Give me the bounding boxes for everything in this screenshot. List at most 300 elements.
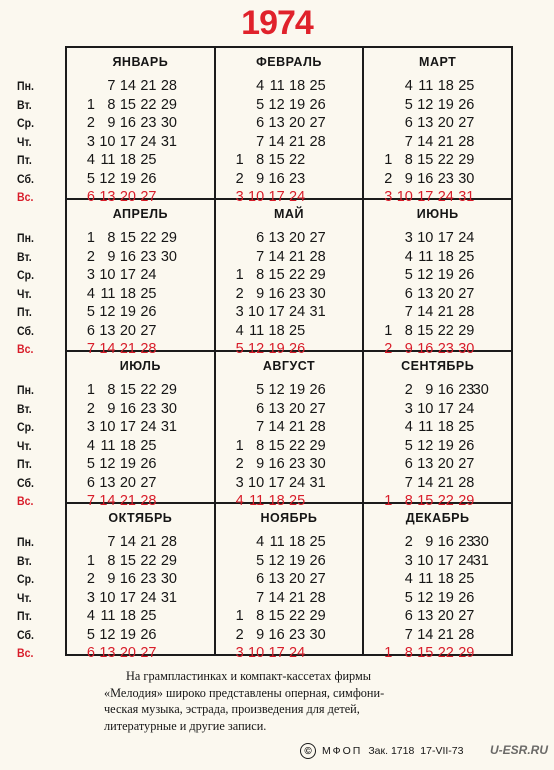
day-number: 6 — [256, 571, 265, 587]
day-number: 2 — [404, 382, 413, 398]
day-number: 3 — [86, 419, 95, 435]
day-number: 4 — [404, 571, 413, 587]
day-number: 8 — [107, 382, 116, 398]
weekday-label: Чт. — [17, 438, 32, 453]
day-number: 1 — [235, 608, 244, 624]
day-number: 25 — [289, 322, 306, 339]
weekday-label: Пн. — [17, 383, 34, 397]
note-line: ческая музыка, эстрада, произведения для детей, — [104, 702, 360, 716]
day-number: 12 — [417, 437, 434, 454]
day-number: 25 — [458, 419, 475, 435]
day-number: 16 — [119, 571, 136, 587]
day-number: 3 — [235, 474, 244, 491]
day-number: 21 — [140, 78, 157, 94]
day-number: 8 — [256, 152, 265, 168]
day-number: 18 — [437, 419, 454, 435]
day-number: 19 — [289, 96, 306, 113]
day-number: 18 — [289, 78, 306, 94]
day-number: 22 — [140, 382, 157, 398]
day-number: 5 — [404, 589, 413, 606]
day-number: 8 — [107, 552, 116, 569]
day-number: 20 — [119, 189, 136, 205]
day-number: 11 — [100, 437, 116, 454]
weekday-label: Вс. — [17, 190, 34, 204]
day-number: 13 — [417, 115, 434, 131]
day-number: 12 — [417, 589, 434, 606]
month-name: СЕНТЯБРЬ — [401, 359, 475, 373]
day-number: 20 — [119, 474, 136, 491]
day-number: 17 — [119, 133, 136, 150]
day-number: 1 — [384, 322, 393, 339]
day-number: 9 — [107, 400, 116, 417]
month-block — [216, 504, 365, 661]
day-number: 30 — [472, 382, 489, 398]
day-number: 16 — [417, 170, 434, 187]
day-number: 20 — [289, 230, 306, 246]
day-number: 8 — [256, 267, 265, 283]
weekday-label: Пт. — [17, 305, 32, 319]
day-number: 18 — [119, 437, 136, 454]
month-block — [364, 504, 513, 661]
day-number: 30 — [458, 341, 475, 357]
day-number: 13 — [99, 645, 116, 661]
day-number: 7 — [86, 341, 95, 357]
day-number: 10 — [248, 645, 265, 661]
day-number: 1 — [384, 152, 393, 168]
day-number: 28 — [458, 474, 475, 491]
day-number: 10 — [99, 419, 116, 435]
day-number: 18 — [119, 285, 136, 302]
month-name: МАРТ — [419, 55, 457, 69]
day-number: 30 — [309, 285, 326, 302]
day-number: 9 — [107, 248, 116, 265]
day-number: 18 — [119, 608, 136, 624]
day-number: 4 — [404, 78, 413, 94]
day-number: 19 — [289, 552, 306, 569]
day-number: 11 — [249, 493, 265, 509]
day-number: 2 — [86, 400, 95, 417]
day-number: 20 — [437, 285, 454, 302]
weekday-label: Вт. — [17, 97, 32, 112]
day-number: 22 — [437, 645, 454, 661]
day-number: 2 — [235, 170, 244, 187]
day-number: 23 — [289, 626, 306, 643]
day-number: 19 — [119, 170, 136, 187]
day-number: 10 — [417, 230, 434, 246]
day-number: 28 — [458, 304, 475, 320]
weekday-label: Чт. — [17, 590, 32, 605]
day-number: 5 — [404, 96, 413, 113]
day-number: 1 — [86, 230, 95, 246]
day-number: 6 — [404, 285, 413, 302]
day-number: 20 — [119, 322, 136, 339]
month-name: АВГУСТ — [262, 359, 316, 373]
month-block — [17, 352, 216, 509]
day-number: 15 — [119, 552, 136, 569]
day-number: 2 — [86, 248, 95, 265]
weekday-label: Сб. — [17, 627, 34, 642]
day-number: 30 — [309, 626, 326, 643]
month-name: ФЕВРАЛЬ — [256, 55, 322, 69]
day-number: 26 — [309, 382, 326, 398]
day-number: 9 — [404, 170, 413, 187]
day-number: 3 — [86, 589, 95, 606]
day-number: 15 — [417, 152, 434, 168]
day-number: 20 — [119, 645, 136, 661]
day-number: 17 — [268, 645, 285, 661]
day-number: 29 — [160, 382, 177, 398]
day-number: 17 — [437, 400, 454, 417]
day-number: 31 — [309, 304, 326, 320]
day-number: 13 — [417, 456, 434, 472]
day-number: 1 — [86, 96, 95, 113]
day-number: 4 — [256, 78, 265, 94]
day-number: 19 — [289, 382, 306, 398]
day-number: 27 — [458, 608, 475, 624]
day-number: 1 — [235, 267, 244, 283]
day-number: 29 — [458, 322, 475, 339]
day-number: 2 — [404, 534, 413, 550]
day-number: 27 — [309, 571, 326, 587]
day-number: 30 — [309, 456, 326, 472]
day-number: 19 — [437, 589, 454, 606]
day-number: 16 — [119, 115, 136, 131]
day-number: 27 — [309, 400, 326, 417]
day-number: 28 — [458, 133, 475, 150]
day-number: 22 — [289, 267, 306, 283]
day-number: 23 — [458, 534, 475, 550]
day-number: 8 — [256, 437, 265, 454]
day-number: 30 — [160, 115, 177, 131]
weekday-label: Пт. — [17, 609, 32, 623]
weekday-label: Пн. — [17, 231, 34, 245]
day-number: 26 — [309, 552, 326, 569]
day-number: 12 — [417, 267, 434, 283]
day-number: 31 — [472, 552, 489, 569]
day-number: 18 — [437, 248, 454, 265]
day-number: 6 — [404, 115, 413, 131]
day-number: 18 — [437, 78, 454, 94]
day-number: 15 — [268, 152, 285, 168]
day-number: 22 — [437, 322, 454, 339]
day-number: 27 — [309, 115, 326, 131]
day-number: 31 — [160, 133, 177, 150]
day-number: 18 — [289, 534, 306, 550]
day-number: 2 — [384, 341, 393, 357]
day-number: 8 — [404, 152, 413, 168]
weekday-label: Чт. — [17, 286, 32, 301]
day-number: 21 — [119, 341, 136, 357]
day-number: 26 — [309, 96, 326, 113]
month-name: ИЮНЬ — [416, 207, 459, 221]
day-number: 26 — [140, 626, 157, 643]
day-number: 9 — [256, 626, 265, 643]
day-number: 21 — [289, 133, 306, 150]
imprint-footer — [300, 741, 464, 761]
day-number: 8 — [404, 493, 413, 509]
day-number: 7 — [256, 133, 265, 150]
day-number: 1 — [384, 645, 393, 661]
day-number: 21 — [437, 626, 454, 643]
day-number: 16 — [119, 248, 136, 265]
weekday-label: Ср. — [17, 116, 35, 130]
day-number: 1 — [384, 493, 393, 509]
day-number: 29 — [160, 552, 177, 569]
day-number: 20 — [289, 571, 306, 587]
month-block — [216, 48, 365, 205]
month-name: ЯНВАРЬ — [112, 55, 169, 69]
day-number: 6 — [256, 400, 265, 417]
weekday-label: Пн. — [17, 535, 34, 549]
day-number: 10 — [248, 189, 265, 205]
day-number: 28 — [140, 493, 157, 509]
day-number: 29 — [309, 267, 326, 283]
day-number: 17 — [417, 189, 434, 205]
day-number: 11 — [418, 78, 434, 94]
weekday-label: Вт. — [17, 553, 32, 568]
day-number: 6 — [404, 608, 413, 624]
day-number: 14 — [268, 248, 285, 265]
day-number: 15 — [417, 645, 434, 661]
day-number: 31 — [160, 589, 177, 606]
day-number: 28 — [309, 248, 326, 265]
day-number: 5 — [256, 552, 265, 569]
day-number: 27 — [458, 115, 475, 131]
day-number: 18 — [268, 322, 285, 339]
day-number: 26 — [458, 96, 475, 113]
weekday-label: Вс. — [17, 342, 34, 356]
day-number: 17 — [268, 304, 285, 320]
day-number: 29 — [309, 437, 326, 454]
day-number: 21 — [140, 534, 157, 550]
day-number: 14 — [119, 78, 136, 94]
day-number: 24 — [289, 189, 306, 205]
day-number: 2 — [235, 626, 244, 643]
day-number: 24 — [437, 189, 454, 205]
day-number: 13 — [417, 285, 434, 302]
day-number: 30 — [472, 534, 489, 550]
day-number: 19 — [119, 626, 136, 643]
day-number: 20 — [289, 400, 306, 417]
day-number: 30 — [160, 571, 177, 587]
day-number: 15 — [417, 322, 434, 339]
day-number: 17 — [268, 189, 285, 205]
day-number: 3 — [235, 189, 244, 205]
day-number: 17 — [119, 267, 136, 283]
day-number: 23 — [437, 170, 454, 187]
melodiya-advert-text — [104, 668, 499, 734]
day-number: 7 — [256, 589, 265, 606]
day-number: 5 — [86, 170, 95, 187]
weekday-label: Чт. — [17, 134, 32, 149]
day-number: 10 — [99, 589, 116, 606]
day-number: 27 — [140, 189, 157, 205]
day-number: 8 — [107, 96, 116, 113]
day-number: 4 — [86, 437, 95, 454]
day-number: 19 — [119, 304, 136, 320]
day-number: 5 — [404, 437, 413, 454]
month-block — [17, 504, 216, 661]
day-number: 13 — [268, 115, 285, 131]
day-number: 14 — [268, 589, 285, 606]
day-number: 3 — [384, 189, 393, 205]
day-number: 17 — [268, 474, 285, 491]
day-number: 13 — [99, 474, 116, 491]
day-number: 9 — [256, 170, 265, 187]
day-number: 24 — [140, 133, 157, 150]
day-number: 20 — [289, 115, 306, 131]
day-number: 27 — [309, 230, 326, 246]
day-number: 31 — [160, 419, 177, 435]
day-number: 18 — [119, 152, 136, 168]
day-number: 17 — [437, 230, 454, 246]
day-number: 16 — [437, 382, 454, 398]
day-number: 1 — [235, 152, 244, 168]
day-number: 8 — [256, 608, 265, 624]
day-number: 9 — [256, 456, 265, 472]
month-name: ИЮЛЬ — [119, 359, 161, 373]
day-number: 5 — [235, 341, 244, 357]
day-number: 3 — [404, 230, 413, 246]
weekday-label: Сб. — [17, 171, 34, 186]
day-number: 5 — [256, 382, 265, 398]
day-number: 14 — [119, 534, 136, 550]
day-number: 11 — [418, 248, 434, 265]
day-number: 13 — [99, 322, 116, 339]
day-number: 2 — [235, 456, 244, 472]
day-number: 15 — [268, 608, 285, 624]
day-number: 26 — [140, 304, 157, 320]
day-number: 10 — [396, 189, 413, 205]
day-number: 27 — [458, 285, 475, 302]
weekday-label: Пн. — [17, 79, 34, 93]
day-number: 24 — [140, 419, 157, 435]
day-number: 7 — [86, 493, 95, 509]
day-number: 25 — [140, 285, 157, 302]
day-number: 29 — [458, 493, 475, 509]
day-number: 22 — [289, 608, 306, 624]
weekday-label: Сб. — [17, 475, 34, 490]
day-number: 12 — [417, 96, 434, 113]
day-number: 9 — [425, 534, 434, 550]
day-number: 26 — [289, 341, 306, 357]
day-number: 28 — [309, 419, 326, 435]
day-number: 7 — [256, 248, 265, 265]
day-number: 7 — [404, 474, 413, 491]
day-number: 2 — [86, 571, 95, 587]
day-number: 23 — [140, 115, 157, 131]
day-number: 6 — [256, 230, 265, 246]
day-number: 4 — [404, 248, 413, 265]
day-number: 16 — [268, 285, 285, 302]
day-number: 18 — [268, 493, 285, 509]
day-number: 12 — [99, 456, 116, 472]
day-number: 16 — [417, 341, 434, 357]
day-number: 22 — [289, 437, 306, 454]
day-number: 15 — [119, 230, 136, 246]
day-number: 3 — [404, 552, 413, 569]
day-number: 10 — [99, 267, 116, 283]
day-number: 26 — [458, 437, 475, 454]
weekday-label: Ср. — [17, 420, 35, 434]
day-number: 26 — [140, 456, 157, 472]
weekday-label: Вт. — [17, 249, 32, 264]
day-number: 10 — [417, 552, 434, 569]
day-number: 3 — [235, 304, 244, 320]
watermark-text: U-ESR.RU — [489, 743, 548, 757]
day-number: 14 — [417, 133, 434, 150]
day-number: 22 — [140, 96, 157, 113]
day-number: 24 — [458, 230, 475, 246]
month-name: НОЯБРЬ — [260, 511, 318, 525]
print-code: 17-VII-73 — [420, 745, 464, 757]
month-block — [17, 48, 216, 205]
day-number: 15 — [268, 267, 285, 283]
day-number: 10 — [99, 133, 116, 150]
day-number: 6 — [86, 189, 95, 205]
day-number: 25 — [140, 437, 157, 454]
day-number: 15 — [268, 437, 285, 454]
weekday-label: Вс. — [17, 494, 34, 508]
day-number: 25 — [289, 493, 306, 509]
day-number: 7 — [256, 419, 265, 435]
day-number: 19 — [119, 456, 136, 472]
month-name: МАЙ — [274, 207, 304, 221]
day-number: 26 — [458, 589, 475, 606]
day-number: 15 — [119, 96, 136, 113]
month-block — [216, 200, 365, 357]
day-number: 23 — [289, 456, 306, 472]
day-number: 4 — [404, 419, 413, 435]
weekday-label: Ср. — [17, 268, 35, 282]
day-number: 28 — [160, 534, 177, 550]
day-number: 2 — [86, 115, 95, 131]
day-number: 25 — [309, 534, 326, 550]
day-number: 9 — [107, 115, 116, 131]
day-number: 28 — [309, 133, 326, 150]
day-number: 11 — [269, 534, 285, 550]
day-number: 23 — [140, 400, 157, 417]
day-number: 3 — [86, 133, 95, 150]
day-number: 28 — [458, 626, 475, 643]
day-number: 13 — [268, 571, 285, 587]
day-number: 9 — [404, 341, 413, 357]
day-number: 11 — [269, 78, 285, 94]
day-number: 5 — [256, 96, 265, 113]
day-number: 10 — [248, 304, 265, 320]
day-number: 3 — [404, 400, 413, 417]
weekday-label: Пт. — [17, 457, 32, 471]
day-number: 16 — [268, 456, 285, 472]
day-number: 18 — [437, 571, 454, 587]
day-number: 20 — [437, 608, 454, 624]
day-number: 21 — [437, 133, 454, 150]
day-number: 19 — [268, 341, 285, 357]
day-number: 10 — [248, 474, 265, 491]
day-number: 12 — [99, 170, 116, 187]
day-number: 12 — [99, 304, 116, 320]
day-number: 25 — [140, 608, 157, 624]
day-number: 28 — [160, 78, 177, 94]
day-number: 4 — [235, 322, 244, 339]
day-number: 6 — [86, 322, 95, 339]
weekday-label: Сб. — [17, 323, 34, 338]
month-block — [364, 48, 513, 205]
day-number: 24 — [140, 267, 157, 283]
day-number: 29 — [160, 230, 177, 246]
day-number: 29 — [458, 152, 475, 168]
day-number: 14 — [268, 133, 285, 150]
